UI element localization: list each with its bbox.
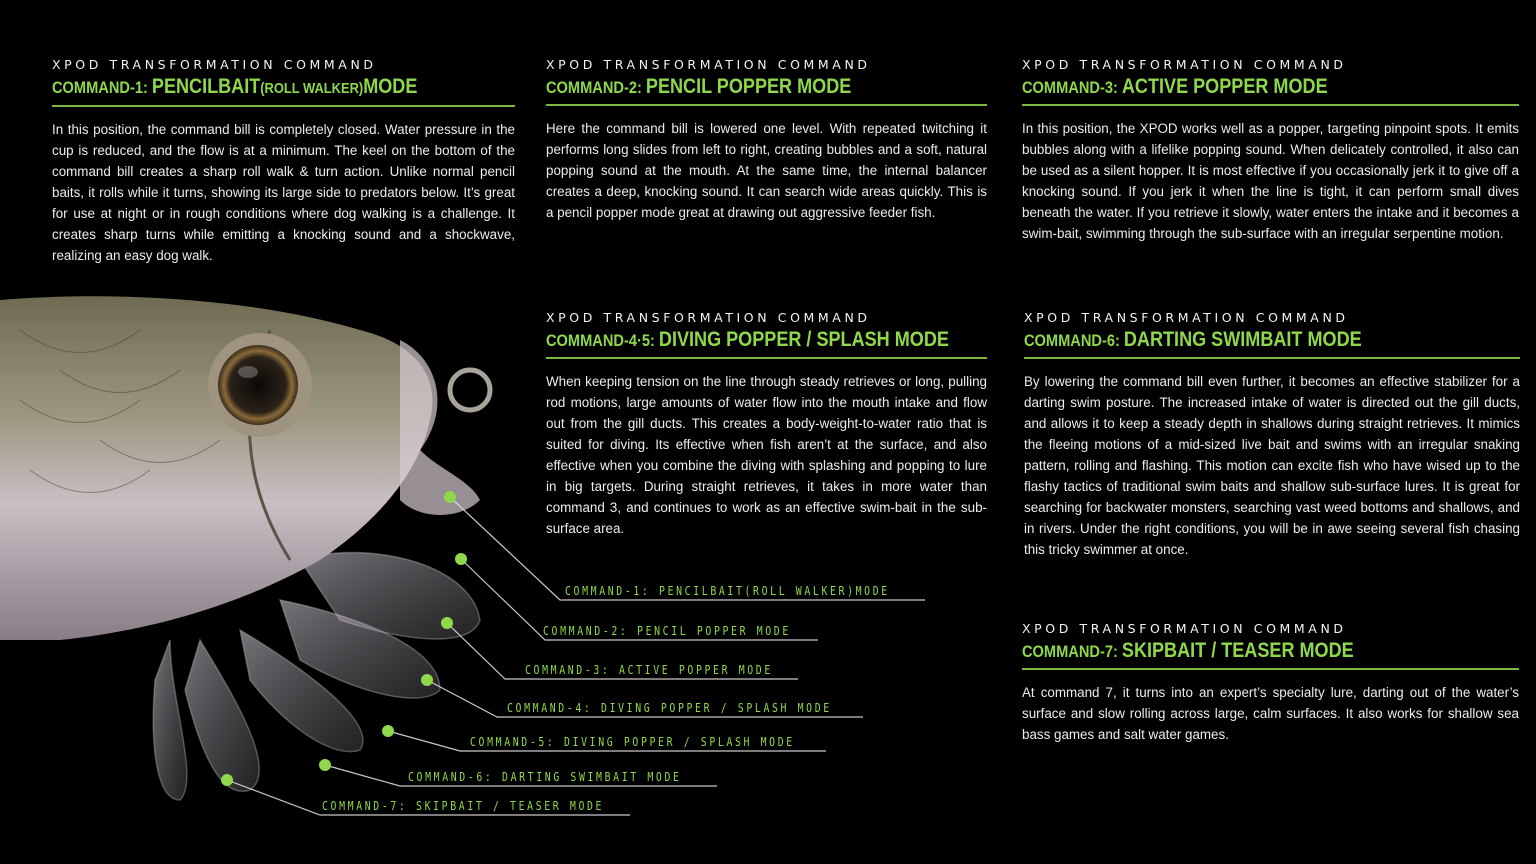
callout-label-3: COMMAND-3: ACTIVE POPPER MODE bbox=[525, 663, 773, 677]
section-title bbox=[546, 328, 949, 353]
command-1-section bbox=[52, 57, 515, 266]
callout-label-6: COMMAND-6: DARTING SWIMBAIT MODE bbox=[408, 770, 682, 784]
section-body: In this position, the XPOD works well as a popper, targeting pinpoint spots. It emits bubbles along with a lifelike popping sound. When delicately controlled, it also can be used as a silent hopper. It is most effective if you occasionally jerk it to give off a knocking sound. If you jerk it when the line is tight, it can perform small dives beneath the water. If you retrieve it slowly, water enters the intake and it becomes a swim-bait, swimming through the sub-surface with an irregular serpentine motion. bbox=[1022, 121, 1519, 241]
command-title: SKIPBAIT / TEASER MODE bbox=[1121, 639, 1354, 662]
command-title-end: MODE bbox=[363, 75, 418, 98]
command-4-5-section bbox=[546, 310, 987, 539]
section-kicker: XPOD TRANSFORMATION COMMAND bbox=[1022, 57, 1347, 72]
section-kicker: XPOD TRANSFORMATION COMMAND bbox=[546, 57, 871, 72]
section-body: In this position, the command bill is completely closed. Water pressure in the cup is reduced, and the flow is at a minimum. The keel on the bottom of the command bill creates a sharp roll walk & turn action. Unlike normal pencil baits, it rolls while it turns, showing its large side to predators below. It’s great for use at night or in rough conditions where dog walking is a challenge. It creates sharp turns while emitting a knocking sound and a shockwave, realizing an easy dog walk. bbox=[52, 122, 515, 263]
heading-rule bbox=[52, 105, 515, 107]
section-body: When keeping tension on the line through steady retrieves or long, pulling rod motions, large amounts of water flow into the mouth intake and flow out from the gill ducts. This creates a body-weight-to-water ratio that is suited for diving. Its effective when fish aren’t at the surface, and also effective when you combine the diving with splashing and popping to lure in big targets. During straight retrieves, it takes in more water than command 3, and continues to work as an effective swim-bait in the sub-surface area. bbox=[546, 374, 987, 536]
command-title: PENCILBAIT bbox=[151, 75, 261, 98]
command-number: COMMAND-4·5: bbox=[546, 331, 659, 350]
command-6-section bbox=[1024, 310, 1520, 560]
command-title: ACTIVE POPPER MODE bbox=[1121, 75, 1328, 98]
heading-rule bbox=[1022, 668, 1519, 670]
command-title: DARTING SWIMBAIT MODE bbox=[1123, 328, 1362, 351]
eye-icon bbox=[218, 345, 298, 425]
section-kicker: XPOD TRANSFORMATION COMMAND bbox=[1024, 310, 1349, 325]
command-title: PENCIL POPPER MODE bbox=[645, 75, 852, 98]
callout-label-4: COMMAND-4: DIVING POPPER / SPLASH MODE bbox=[507, 701, 832, 715]
callout-label-5: COMMAND-5: DIVING POPPER / SPLASH MODE bbox=[470, 735, 795, 749]
command-7-section bbox=[1022, 621, 1519, 745]
fish-lure-illustration bbox=[0, 270, 520, 830]
section-title bbox=[1022, 639, 1449, 664]
section-kicker: XPOD TRANSFORMATION COMMAND bbox=[1022, 621, 1347, 636]
section-kicker: XPOD TRANSFORMATION COMMAND bbox=[546, 310, 871, 325]
heading-rule bbox=[1022, 104, 1519, 106]
command-number: COMMAND-2: bbox=[546, 78, 646, 97]
command-number: COMMAND-6: bbox=[1024, 331, 1124, 350]
command-2-section bbox=[546, 57, 987, 223]
command-title: DIVING POPPER / SPLASH MODE bbox=[658, 328, 949, 351]
heading-rule bbox=[546, 104, 987, 106]
section-title bbox=[1024, 328, 1451, 353]
section-body: At command 7, it turns into an expert’s specialty lure, darting out of the water’s surface and slow rolling across large, calm surfaces. It also works for shallow sea bass games and salt water games. bbox=[1022, 685, 1519, 742]
section-title bbox=[1022, 75, 1449, 100]
command-3-section bbox=[1022, 57, 1519, 244]
section-body: Here the command bill is lowered one level. With repeated twitching it performs long slides from left to right, creating bubbles and a soft, natural popping sound at the mouth. At the same time, the internal balancer creates a deep, knocking sound. It can search wide areas quickly. This is a pencil popper mode great at drawing out aggressive feeder fish. bbox=[546, 121, 987, 220]
callout-label-7: COMMAND-7: SKIPBAIT / TEASER MODE bbox=[322, 799, 605, 813]
section-kicker: XPOD TRANSFORMATION COMMAND bbox=[52, 57, 377, 72]
section-title bbox=[546, 75, 925, 100]
callout-label-1: COMMAND-1: PENCILBAIT(ROLL WALKER)MODE bbox=[565, 584, 890, 598]
command-number: COMMAND-7: bbox=[1022, 642, 1122, 661]
heading-rule bbox=[1024, 357, 1520, 359]
section-body: By lowering the command bill even further, it becomes an effective stabilizer for a darting swim posture. The increased intake of water is directed out the gill ducts, and allows it to keep a steady depth in shallows during straight retrieves. It mimics the fleeing motions of a mid-sized live bait and swims with an irregular snaking pattern, rolling and flashing. This motion can excite fish who have wised up to the flashy tactics of traditional swim baits and shallow sub-surface lures. It is great for searching for backwater monsters, searching vast weed bottoms and shallows, and in rivers. Under the right conditions, you will be in awe seeing several fish chasing this tricky swimmer at once. bbox=[1024, 374, 1520, 557]
section-title bbox=[52, 75, 450, 101]
heading-rule bbox=[546, 357, 987, 359]
command-number: COMMAND-1: bbox=[52, 78, 152, 97]
callout-label-2: COMMAND-2: PENCIL POPPER MODE bbox=[543, 624, 791, 638]
line-tie-ring-icon bbox=[450, 370, 490, 410]
command-number: COMMAND-3: bbox=[1022, 78, 1122, 97]
command-title-small: (ROLL WALKER) bbox=[260, 80, 364, 97]
